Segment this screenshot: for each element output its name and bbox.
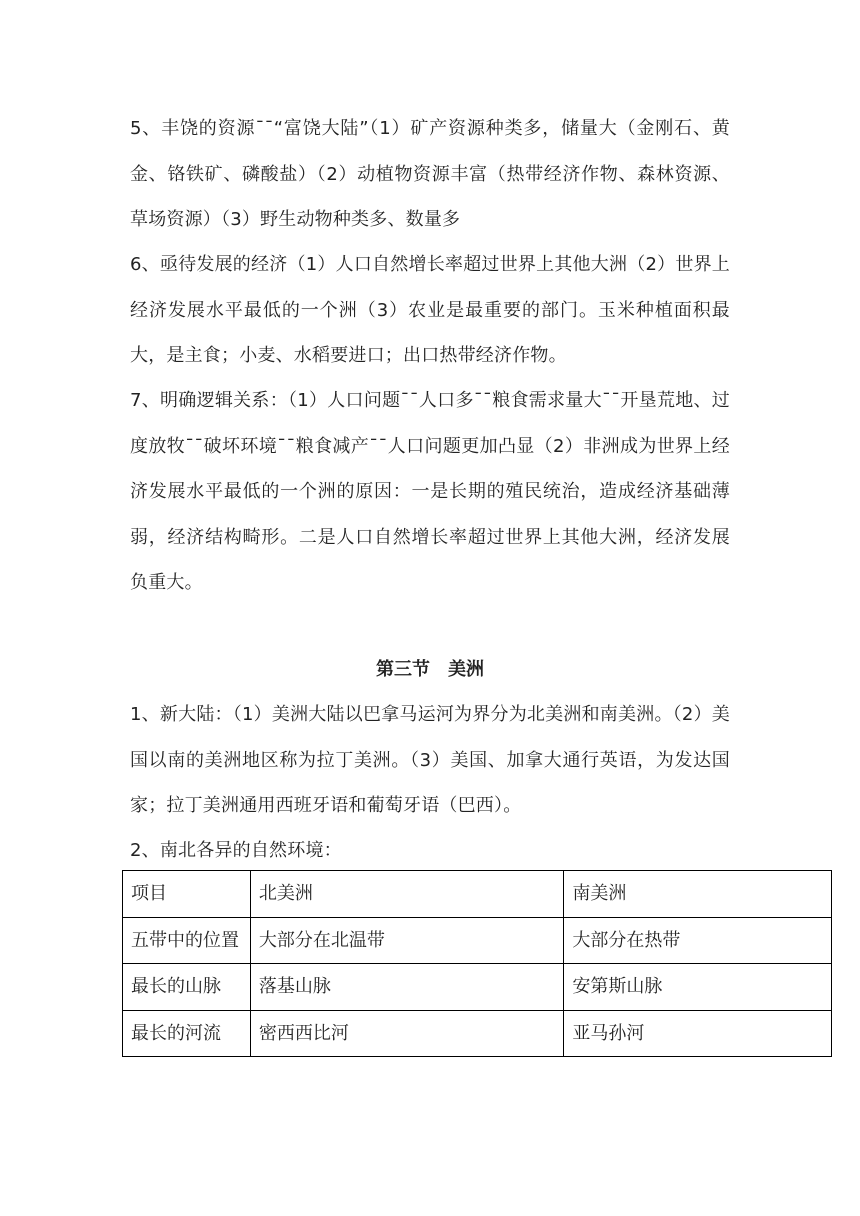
section-name: 美洲 [448,659,484,680]
table-cell: 最长的山脉 [123,964,251,1011]
table-cell: 安第斯山脉 [564,964,832,1011]
table-cell: 最长的河流 [123,1010,251,1057]
comparison-table [122,870,832,1057]
paragraph-natural-environment: 2、南北各异的自然环境： [130,840,342,861]
paragraph-resources: 5、丰饶的资源¯¯“富饶大陆”（1）矿产资源种类多，储量大（金刚石、黄金、铬铁矿、磷酸盐）（2）动植物资源丰富（热带经济作物、森林资源、草场资源）（3）野生动物种类多、数量多 [130,118,730,230]
table-cell: 五带中的位置 [123,917,251,964]
table-cell: 落基山脉 [250,964,564,1011]
table-row [123,964,832,1011]
table-cell: 大部分在北温带 [250,917,564,964]
table-row [123,917,832,964]
paragraph-logic-relations: 7、明确逻辑关系：（1）人口问题¯¯人口多¯¯粮食需求量大¯¯开垦荒地、过度放牧¯¯破坏环境¯¯粮食减产¯¯人口问题更加凸显（2）非洲成为世界上经济发展水平最低的一个洲的原因：一是长期的殖民统治，造成经济基础薄弱，经济结构畸形。二是人口自然增长率超过世界上其他大洲，经济发展负重大。 [130,390,730,593]
table-header-cell: 北美洲 [250,871,564,918]
table-cell: 大部分在热带 [564,917,832,964]
paragraph-economy: 6、亟待发展的经济（1）人口自然增长率超过世界上其他大洲（2）世界上经济发展水平最低的一个洲（3）农业是最重要的部门。玉米种植面积最大，是主食；小麦、水稻要进口；出口热带经济作物。 [130,254,730,366]
table-header-row [123,871,832,918]
table-header-cell: 项目 [123,871,251,918]
table-header-cell: 南美洲 [564,871,832,918]
table-row [123,1010,832,1057]
table-cell: 亚马孙河 [564,1010,832,1057]
section-title [0,650,860,690]
table-cell: 密西西比河 [250,1010,564,1057]
paragraph-new-continent: 1、新大陆：（1）美洲大陆以巴拿马运河为界分为北美洲和南美洲。（2）美国以南的美洲地区称为拉丁美洲。（3）美国、加拿大通行英语，为发达国家；拉丁美洲通用西班牙语和葡萄牙语（巴西）。 [130,704,730,816]
section-number: 第三节 [376,659,430,680]
